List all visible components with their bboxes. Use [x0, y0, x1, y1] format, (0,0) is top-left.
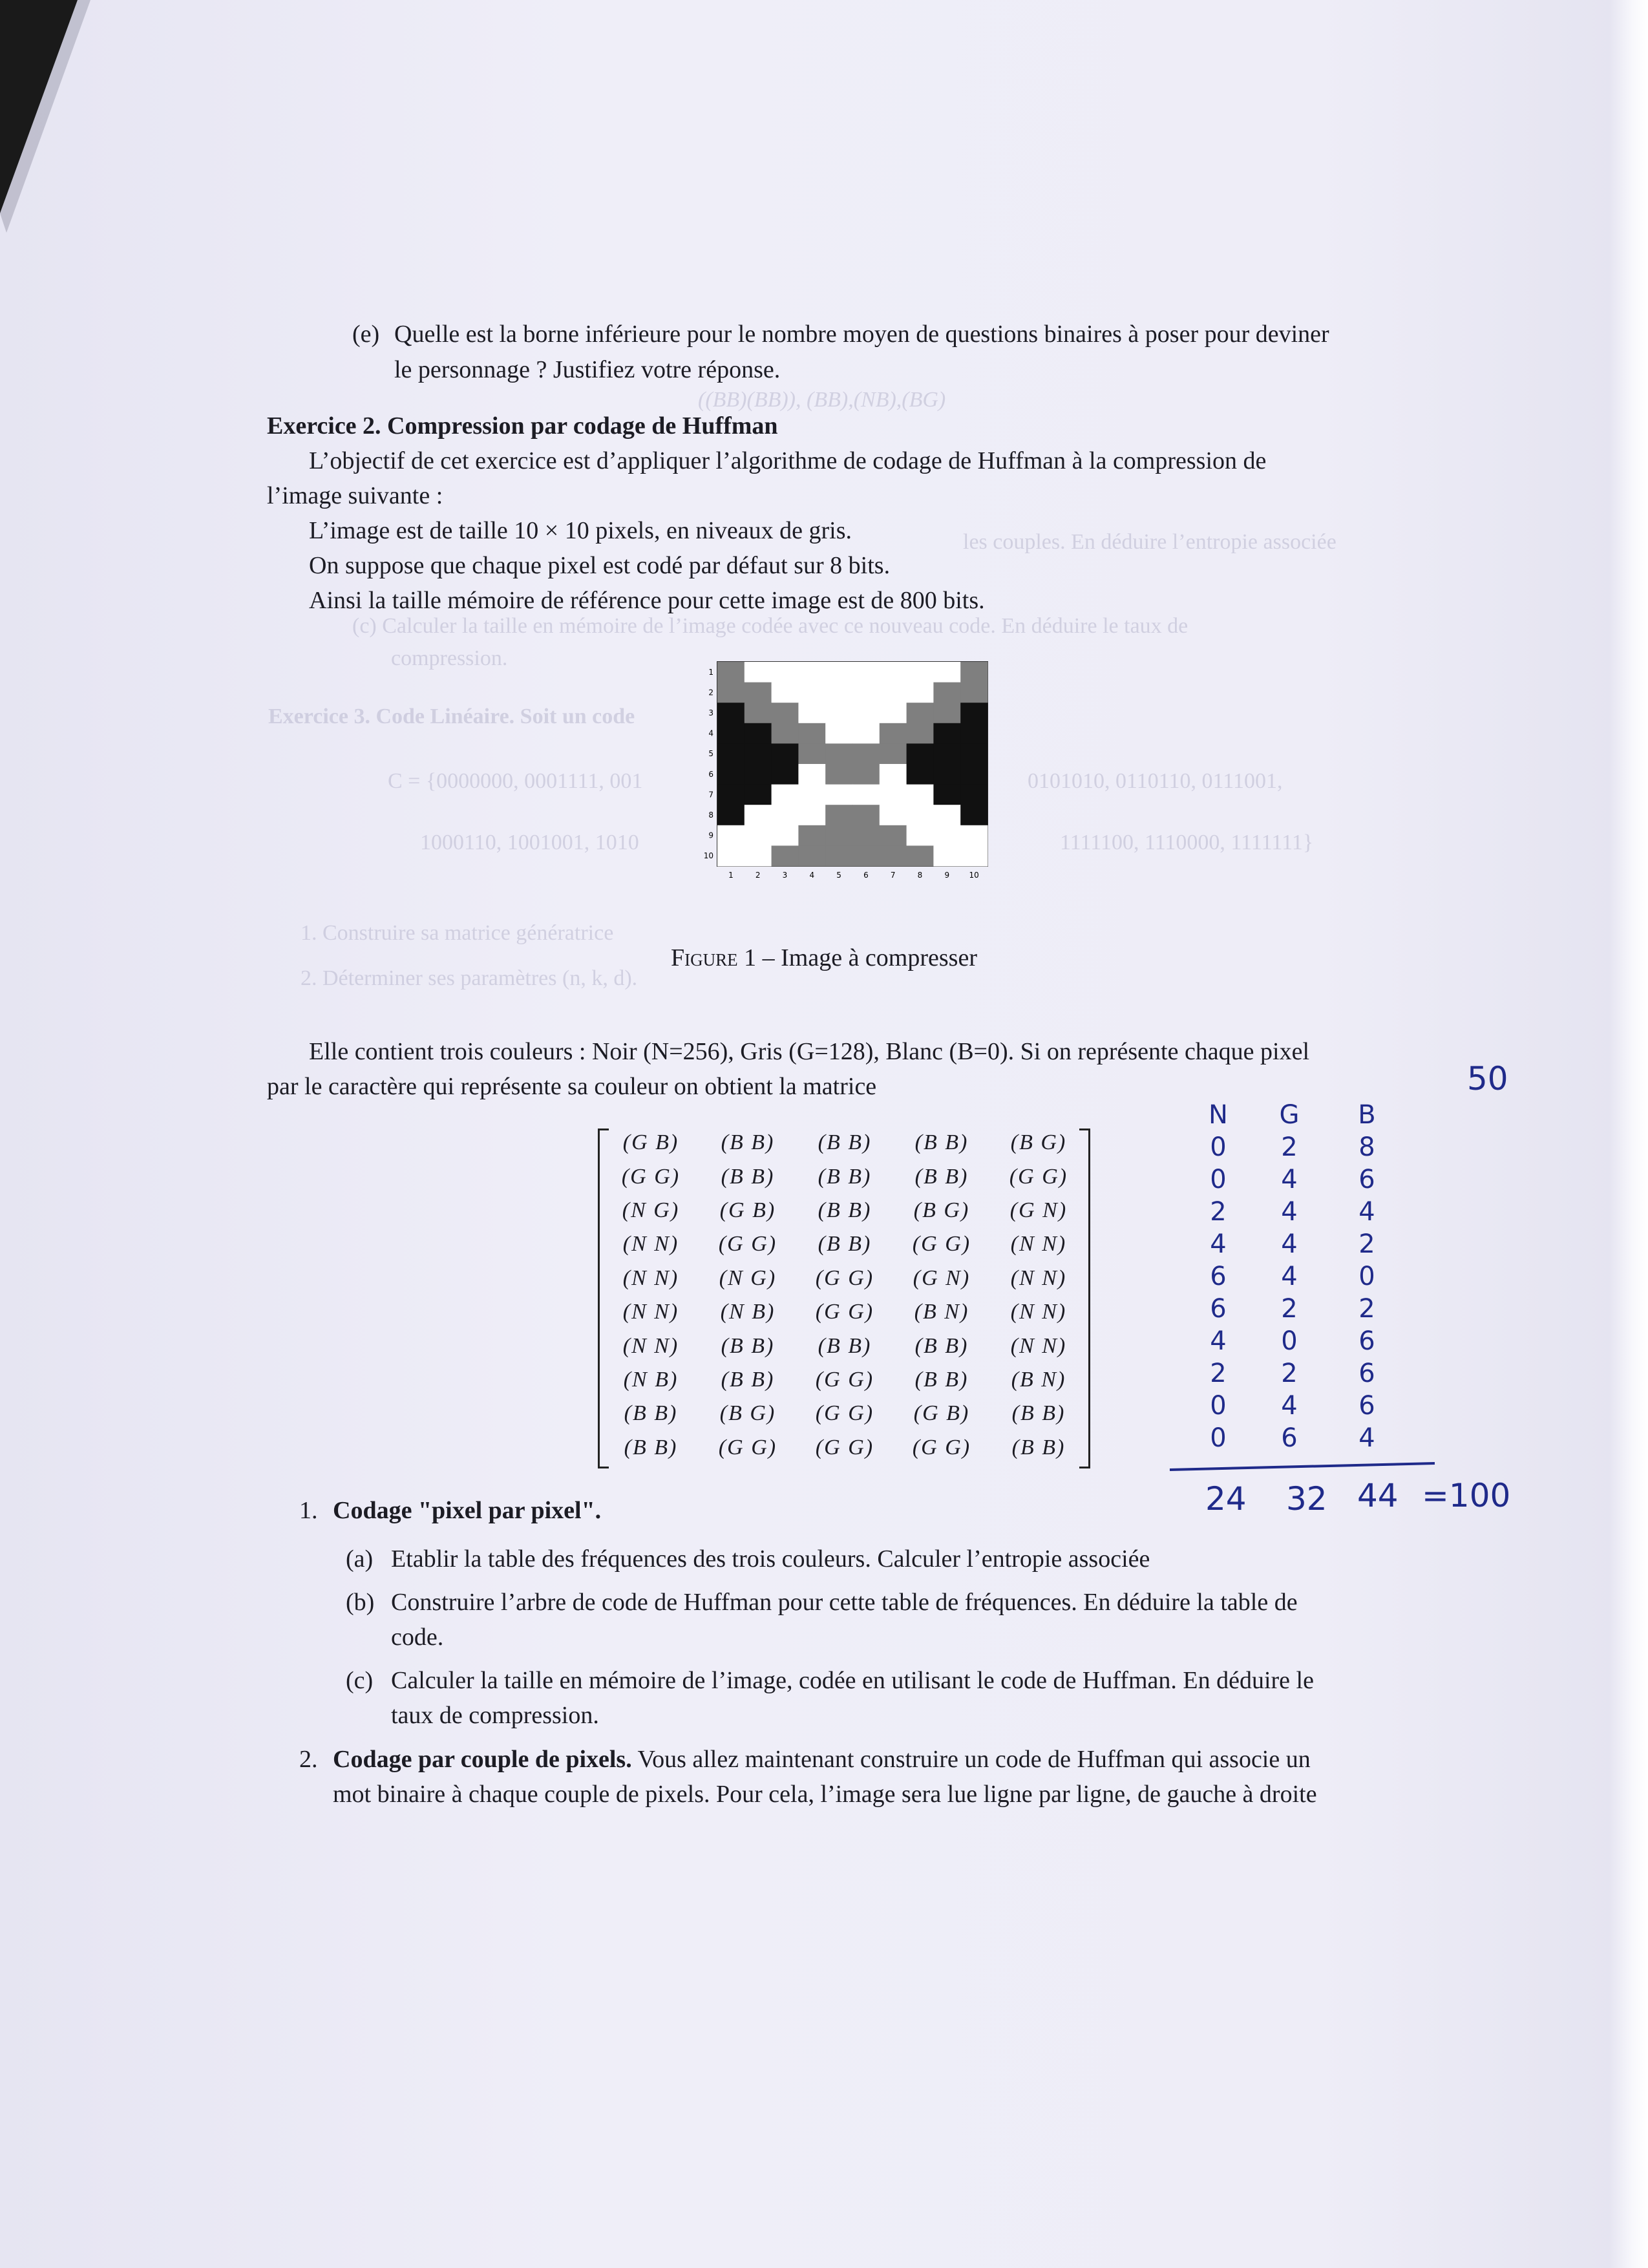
hand-corner-note: 50 — [1467, 1060, 1508, 1097]
figure-pixel — [960, 764, 988, 785]
hand-count: 2 — [1210, 1359, 1227, 1388]
figure-pixel — [745, 825, 772, 846]
figure-pixel — [907, 723, 934, 744]
matrix-pair: (B B) — [1011, 1435, 1066, 1459]
question-e-label: (e) — [352, 321, 380, 348]
figure-pixel — [825, 662, 852, 683]
figure-pixel — [772, 662, 799, 683]
figure-pixel — [717, 785, 745, 805]
matrix-pair: (G N) — [913, 1266, 971, 1290]
corner-fold-shadow — [0, 0, 168, 233]
figure-y-tick-label: 8 — [708, 811, 713, 820]
matrix-row — [602, 1295, 1088, 1329]
question-e-line1: Quelle est la borne inférieure pour le nombre moyen de questions binaires à poser pour deviner — [394, 321, 1329, 348]
figure-pixel — [745, 683, 772, 703]
hand-count: 0 — [1210, 1423, 1227, 1453]
figure-pixel — [772, 785, 799, 805]
matrix-row — [602, 1329, 1088, 1362]
hand-count: 4 — [1358, 1423, 1375, 1453]
hand-count: 4 — [1281, 1165, 1298, 1194]
matrix-row — [602, 1160, 1088, 1193]
figure-pixel — [880, 662, 907, 683]
page-edge — [1609, 0, 1648, 2268]
matrix-pair: (N N) — [622, 1300, 679, 1324]
hand-total-g: 32 — [1286, 1480, 1327, 1518]
hand-count: 0 — [1281, 1326, 1298, 1356]
figure-pixel — [745, 785, 772, 805]
matrix-pair: (B B) — [721, 1367, 775, 1392]
figure-pixel — [880, 825, 907, 846]
figure-pixel — [798, 805, 825, 825]
part2-title: Codage par couple de pixels. — [333, 1746, 632, 1773]
ghost-text-3: (c) Calculer la taille en mémoire de l’image codée avec ce nouveau code. En déduire le taux de — [352, 614, 1188, 638]
matrix-pair: (G G) — [815, 1435, 874, 1459]
matrix-pair: (N N) — [1010, 1333, 1067, 1358]
hand-count: 6 — [1358, 1165, 1375, 1194]
matrix-pair: (N G) — [719, 1266, 777, 1290]
figure-pixel — [880, 683, 907, 703]
exercise-title: Exercice 2. Compression par codage de Huffman — [267, 412, 778, 440]
figure-y-tick-label: 9 — [708, 831, 713, 840]
figure-pixel — [772, 703, 799, 723]
figure-pixel — [772, 743, 799, 764]
figure-pixel — [798, 703, 825, 723]
figure-pixel — [852, 723, 880, 744]
hand-count: 0 — [1358, 1262, 1375, 1291]
figure-x-tick-label: 3 — [782, 871, 788, 880]
figure-pixel — [798, 764, 825, 785]
hand-total-n: 24 — [1205, 1480, 1247, 1518]
figure-pixel — [960, 785, 988, 805]
figure-pixel — [880, 764, 907, 785]
figure-pixel — [907, 703, 934, 723]
hand-count: 4 — [1281, 1229, 1298, 1259]
figure-y-tick-label: 6 — [708, 769, 713, 779]
hand-count: 6 — [1281, 1423, 1298, 1453]
part1-b-label: (b) — [346, 1589, 375, 1616]
figure-pixel — [960, 805, 988, 825]
matrix-pair: (B B) — [914, 1130, 969, 1155]
matrix-pair: (N N) — [1010, 1232, 1067, 1256]
matrix-pair: (N N) — [1010, 1266, 1067, 1290]
hand-count: 4 — [1281, 1197, 1298, 1227]
hand-count: 2 — [1358, 1294, 1375, 1324]
figure-pixel — [825, 825, 852, 846]
exercise-memory-line: Ainsi la taille mémoire de référence pour cette image est de 800 bits. — [309, 587, 985, 614]
matrix-pair: (B B) — [914, 1367, 969, 1392]
matrix-row — [602, 1262, 1088, 1295]
hand-count: 8 — [1358, 1132, 1375, 1162]
part1-b-line2: code. — [391, 1624, 444, 1651]
part1-number: 1. — [299, 1497, 318, 1524]
figure-pixel — [960, 825, 988, 846]
figure-x-tick-label: 9 — [944, 871, 950, 880]
hand-header-n: N — [1209, 1100, 1228, 1130]
figure-x-tick-label: 6 — [863, 871, 869, 880]
figure-pixel — [960, 845, 988, 866]
figure-pixel — [852, 703, 880, 723]
figure-pixel — [960, 662, 988, 683]
matrix-pair: (G B) — [622, 1130, 679, 1155]
figure-pixel — [907, 805, 934, 825]
hand-column-g — [1270, 1131, 1309, 1454]
exercise-size-line: L’image est de taille 10 × 10 pixels, en niveaux de gris. — [309, 517, 852, 544]
matrix-pair: (B B) — [818, 1198, 872, 1222]
figure-pixel — [745, 764, 772, 785]
hand-count: 2 — [1358, 1229, 1375, 1259]
figure-pixel — [933, 703, 960, 723]
figure-pixel — [745, 845, 772, 866]
figure-pixel — [907, 825, 934, 846]
figure-pixel — [933, 764, 960, 785]
figure-pixel — [717, 683, 745, 703]
part2-line2: mot binaire à chaque couple de pixels. Pour cela, l’image sera lue ligne par ligne, de gauche à droite — [333, 1781, 1317, 1808]
figure-image — [698, 653, 1008, 885]
matrix-pair: (B N) — [914, 1300, 969, 1324]
figure-x-tick-label: 2 — [755, 871, 761, 880]
matrix-row — [602, 1363, 1088, 1397]
figure-pixel-grid — [717, 662, 988, 867]
hand-sum-line — [1163, 1461, 1441, 1474]
figure-x-tick-label: 10 — [969, 871, 979, 880]
figure-pixel — [745, 805, 772, 825]
figure-pixel — [825, 764, 852, 785]
figure-pixel — [880, 743, 907, 764]
hand-count: 2 — [1281, 1294, 1298, 1324]
figure-pixel — [798, 785, 825, 805]
figure-pixel — [717, 825, 745, 846]
figure-y-tick-label: 1 — [708, 667, 713, 677]
part1-c-line1: Calculer la taille en mémoire de l’image, codée en utilisant le code de Huffman. En déduire le — [391, 1667, 1314, 1694]
matrix-pair: (B B) — [624, 1435, 678, 1459]
figure-y-tick-label: 2 — [708, 688, 713, 697]
figure-pixel — [852, 764, 880, 785]
figure-pixel — [745, 662, 772, 683]
hand-total-b: 44 — [1357, 1477, 1399, 1514]
figure-pixel — [772, 825, 799, 846]
figure-x-tick-label: 4 — [809, 871, 815, 880]
figure-pixel — [907, 683, 934, 703]
matrix-pair: (B B) — [1011, 1401, 1066, 1426]
part1-c-line2: taux de compression. — [391, 1702, 599, 1729]
figure-pixel — [852, 825, 880, 846]
exercise-bits-line: On suppose que chaque pixel est codé par défaut sur 8 bits. — [309, 552, 891, 579]
matrix-row — [602, 1431, 1088, 1465]
hand-count: 4 — [1281, 1391, 1298, 1421]
figure-pixel — [772, 845, 799, 866]
figure-pixel — [852, 662, 880, 683]
figure-caption — [671, 940, 977, 975]
hand-count: 4 — [1281, 1262, 1298, 1291]
ghost-text-5: Exercice 3. Code Linéaire. Soit un code — [268, 705, 635, 728]
matrix-pair: (B B) — [721, 1164, 775, 1189]
matrix-pair: (N G) — [622, 1198, 680, 1222]
matrix-pair: (B B) — [721, 1333, 775, 1358]
ghost-text-4: compression. — [391, 646, 508, 670]
matrix-pair: (N N) — [1010, 1300, 1067, 1324]
part1-title: Codage "pixel par pixel". — [333, 1497, 602, 1524]
figure-pixel — [717, 743, 745, 764]
matrix-pair: (B G) — [1010, 1130, 1067, 1155]
figure-pixel — [717, 662, 745, 683]
hand-sum: =100 — [1422, 1477, 1511, 1514]
hand-count: 6 — [1358, 1326, 1375, 1356]
figure-pixel — [933, 662, 960, 683]
figure-pixel — [825, 805, 852, 825]
hand-count: 2 — [1210, 1197, 1227, 1227]
figure-pixel — [717, 703, 745, 723]
figure-pixel — [745, 703, 772, 723]
figure-pixel — [960, 723, 988, 744]
ghost-text-2: les couples. En déduire l’entropie associée — [963, 530, 1336, 554]
ghost-text-1: ((BB)(BB)), (BB),(NB),(BG) — [698, 388, 946, 412]
hand-count: 4 — [1210, 1229, 1227, 1259]
figure-pixel — [825, 703, 852, 723]
hand-count: 0 — [1210, 1391, 1227, 1421]
matrix-intro-line2: par le caractère qui représente sa couleur on obtient la matrice — [267, 1073, 877, 1100]
figure-pixel — [717, 845, 745, 866]
matrix-pair: (N B) — [720, 1300, 776, 1324]
figure-pixel — [717, 764, 745, 785]
figure-pixel — [907, 662, 934, 683]
exercise-intro-line2: l’image suivante : — [267, 482, 443, 509]
figure-y-tick-label: 5 — [708, 749, 713, 759]
figure-pixel — [798, 683, 825, 703]
matrix-pair: (B N) — [1011, 1367, 1066, 1392]
matrix-intro-line1: Elle contient trois couleurs : Noir (N=256), Gris (G=128), Blanc (B=0). Si on représente chaque pixel — [309, 1038, 1310, 1065]
figure-pixel — [933, 805, 960, 825]
part2-line1 — [333, 1742, 1311, 1777]
figure-caption-label: Figure — [671, 944, 738, 971]
figure-pixel — [933, 723, 960, 744]
figure-caption-text: 1 – Image à compresser — [737, 944, 977, 971]
part1-c-label: (c) — [346, 1667, 374, 1694]
figure-pixel — [933, 743, 960, 764]
figure-pixel — [798, 845, 825, 866]
figure-x-tick-label: 5 — [836, 871, 841, 880]
figure-pixel — [745, 743, 772, 764]
matrix-pair: (B B) — [914, 1333, 969, 1358]
part2-line1-rest: Vous allez maintenant construire un code de Huffman qui associe un — [631, 1746, 1311, 1773]
matrix-pair: (G G) — [912, 1232, 971, 1256]
hand-count: 0 — [1210, 1165, 1227, 1194]
ghost-text-11: 2. Déterminer ses paramètres (n, k, d). — [301, 966, 638, 990]
figure-x-ticks — [728, 871, 979, 880]
ghost-text-9: 1111100, 1110000, 1111111} — [1060, 831, 1314, 854]
hand-count: 4 — [1210, 1326, 1227, 1356]
figure-y-tick-label: 4 — [708, 728, 713, 738]
matrix-row — [602, 1397, 1088, 1430]
matrix-pair: (G B) — [913, 1401, 970, 1426]
figure-pixel — [772, 805, 799, 825]
matrix-pair: (N N) — [622, 1232, 679, 1256]
hand-count: 6 — [1358, 1359, 1375, 1388]
hand-count: 6 — [1210, 1294, 1227, 1324]
figure-pixel — [907, 845, 934, 866]
figure-pixel — [960, 703, 988, 723]
figure-y-tick-label: 10 — [703, 851, 713, 861]
hand-count: 6 — [1210, 1262, 1227, 1291]
pixel-matrix — [602, 1126, 1088, 1465]
matrix-pair: (B B) — [818, 1333, 872, 1358]
figure-pixel — [880, 785, 907, 805]
matrix-pair: (B B) — [624, 1401, 678, 1426]
matrix-pair: (G G) — [815, 1300, 874, 1324]
figure-pixel — [880, 805, 907, 825]
figure-pixel — [880, 703, 907, 723]
figure-pixel — [880, 845, 907, 866]
hand-count: 2 — [1281, 1359, 1298, 1388]
part1-a-label: (a) — [346, 1545, 374, 1573]
figure-pixel — [825, 723, 852, 744]
figure-pixel — [717, 723, 745, 744]
figure-pixel — [852, 743, 880, 764]
figure-pixel — [933, 845, 960, 866]
figure-pixel — [933, 683, 960, 703]
figure-pixel — [798, 825, 825, 846]
matrix-row — [602, 1227, 1088, 1261]
figure-pixel — [907, 743, 934, 764]
figure-pixel — [933, 825, 960, 846]
figure-y-tick-label: 3 — [708, 708, 713, 717]
figure-pixel — [798, 723, 825, 744]
matrix-pair: (N N) — [622, 1333, 679, 1358]
part2-number: 2. — [299, 1746, 318, 1773]
figure-y-tick-label: 7 — [708, 790, 713, 800]
matrix-row — [602, 1194, 1088, 1227]
figure-pixel — [933, 785, 960, 805]
ghost-text-8: 1000110, 1001001, 1010 — [420, 831, 639, 854]
hand-header-g: G — [1279, 1100, 1300, 1130]
matrix-pair: (N N) — [622, 1266, 679, 1290]
figure-pixel — [798, 743, 825, 764]
figure-pixel — [772, 764, 799, 785]
matrix-pair: (G G) — [718, 1435, 777, 1459]
matrix-pair: (G N) — [1009, 1198, 1068, 1222]
question-e-line2: le personnage ? Justifiez votre réponse. — [394, 356, 781, 383]
matrix-pair: (G G) — [718, 1232, 777, 1256]
hand-count: 6 — [1358, 1391, 1375, 1421]
figure-y-ticks — [704, 668, 713, 860]
figure-pixel — [825, 785, 852, 805]
matrix-pair: (G G) — [621, 1164, 681, 1189]
figure-x-tick-label: 8 — [917, 871, 923, 880]
figure-pixel — [825, 845, 852, 866]
matrix-pair: (N B) — [623, 1367, 679, 1392]
figure-pixel — [852, 805, 880, 825]
matrix-pair: (B B) — [721, 1130, 775, 1155]
matrix-pair: (G G) — [815, 1367, 874, 1392]
matrix-pair: (B B) — [818, 1130, 872, 1155]
matrix-pair: (G G) — [1009, 1164, 1068, 1189]
matrix-pair: (B G) — [719, 1401, 776, 1426]
part1-b-line1: Construire l’arbre de code de Huffman pour cette table de fréquences. En déduire la table de — [391, 1589, 1298, 1616]
figure-pixel — [745, 723, 772, 744]
hand-column-b — [1347, 1131, 1386, 1454]
figure-pixel — [880, 723, 907, 744]
hand-header-b: B — [1358, 1100, 1376, 1130]
figure-pixel — [852, 845, 880, 866]
figure-x-tick-label: 1 — [728, 871, 734, 880]
figure-pixel — [960, 683, 988, 703]
matrix-pair: (B B) — [818, 1164, 872, 1189]
matrix-pair: (G G) — [815, 1266, 874, 1290]
figure-pixel — [852, 785, 880, 805]
hand-count: 4 — [1358, 1197, 1375, 1227]
figure-pixel — [772, 723, 799, 744]
figure-pixel — [907, 785, 934, 805]
exercise-intro-line1: L’objectif de cet exercice est d’appliquer l’algorithme de codage de Huffman à la compression de — [309, 447, 1267, 474]
hand-column-n — [1199, 1131, 1238, 1454]
matrix-pair: (B B) — [914, 1164, 969, 1189]
ghost-text-7: 0101010, 0110110, 0111001, — [1028, 769, 1283, 793]
ghost-text-10: 1. Construire sa matrice génératrice — [301, 921, 614, 945]
ghost-text-6: C = {0000000, 0001111, 001 — [388, 769, 643, 793]
matrix-pair: (G G) — [912, 1435, 971, 1459]
figure-pixel — [852, 683, 880, 703]
matrix-pair: (B B) — [818, 1232, 872, 1256]
figure-x-tick-label: 7 — [890, 871, 896, 880]
figure-pixel — [798, 662, 825, 683]
figure-pixel — [907, 764, 934, 785]
figure-pixel — [717, 805, 745, 825]
figure-pixel — [772, 683, 799, 703]
part1-a-line1: Etablir la table des fréquences des trois couleurs. Calculer l’entropie associée — [391, 1545, 1150, 1573]
matrix-pair: (G B) — [719, 1198, 776, 1222]
figure-pixel — [825, 683, 852, 703]
figure-pixel — [960, 743, 988, 764]
hand-count: 2 — [1281, 1132, 1298, 1162]
matrix-pair: (B G) — [913, 1198, 970, 1222]
matrix-row — [602, 1126, 1088, 1160]
matrix-pair: (G G) — [815, 1401, 874, 1426]
hand-count: 0 — [1210, 1132, 1227, 1162]
figure-pixel — [825, 743, 852, 764]
